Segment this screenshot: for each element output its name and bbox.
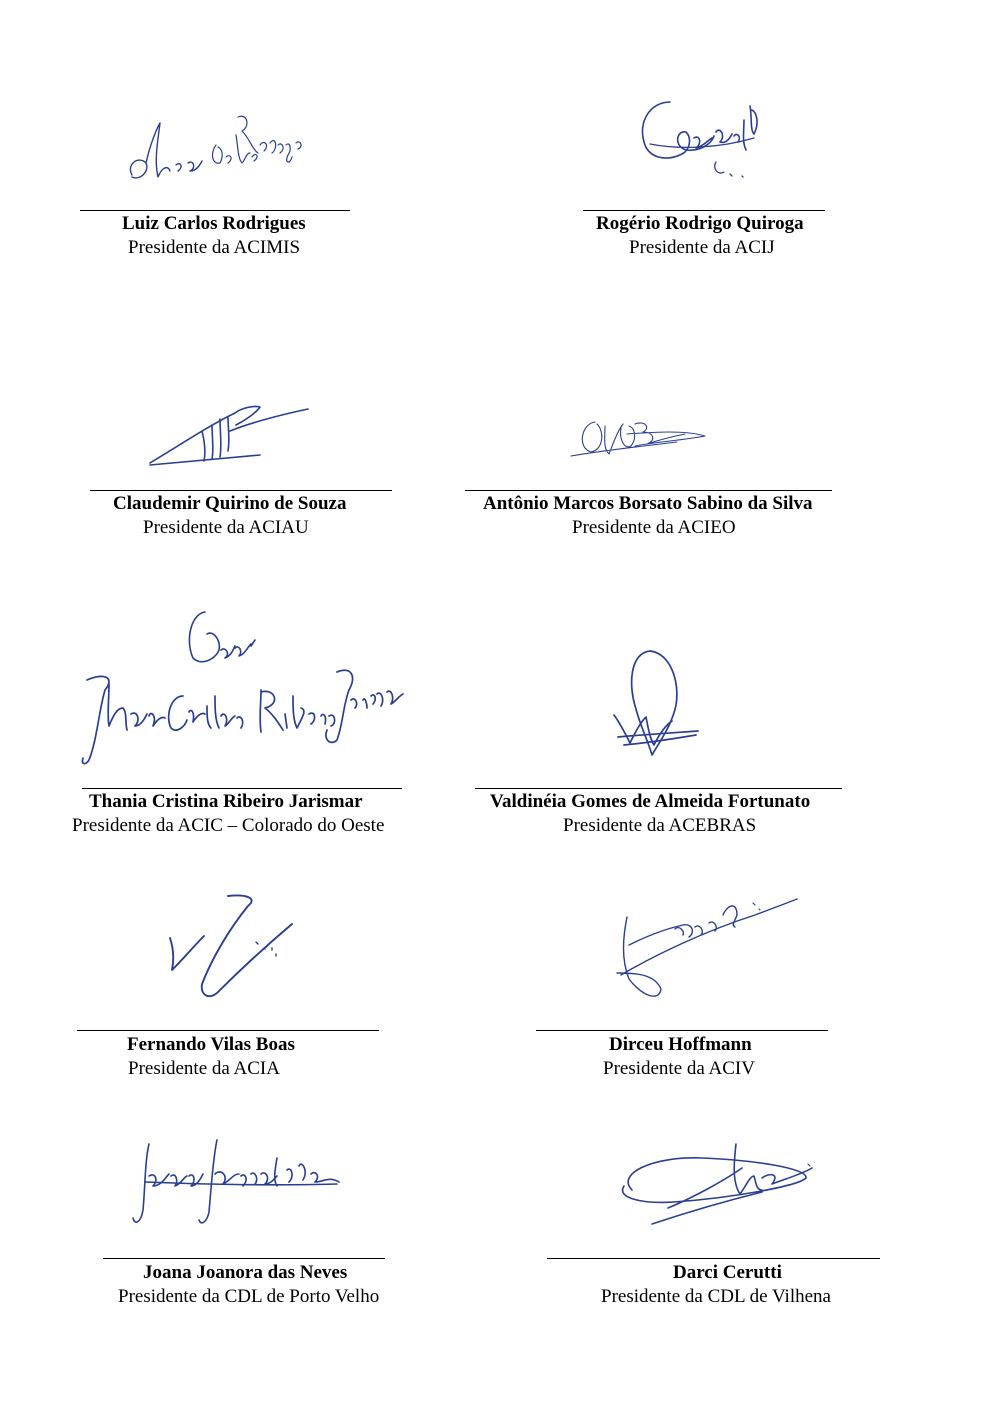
signatory-name: Darci Cerutti <box>673 1262 782 1283</box>
signature-line <box>80 210 350 211</box>
signatory-role: Presidente da ACIJ <box>629 237 775 258</box>
signature-line <box>77 1030 379 1031</box>
signatory-name: Claudemir Quirino de Souza <box>113 493 347 514</box>
handwritten-signature <box>630 92 770 187</box>
handwritten-signature <box>565 410 715 470</box>
signature-line <box>90 490 392 491</box>
signature-line <box>475 788 842 789</box>
signature-line <box>536 1030 828 1031</box>
handwritten-signature <box>120 105 310 195</box>
signatory-role: Presidente da CDL de Vilhena <box>601 1286 831 1307</box>
handwritten-signature <box>140 395 320 475</box>
signatory-role: Presidente da ACIA <box>128 1058 280 1079</box>
handwritten-signature <box>612 1132 822 1232</box>
handwritten-signature <box>605 885 805 1015</box>
signatory-name: Valdinéia Gomes de Almeida Fortunato <box>490 791 811 812</box>
signatory-role: Presidente da ACIAU <box>143 517 309 538</box>
handwritten-signature <box>75 600 410 770</box>
signatory-role: Presidente da ACIV <box>603 1058 755 1079</box>
signatory-name: Joana Joanora das Neves <box>143 1262 348 1283</box>
signatory-role: Presidente da ACEBRAS <box>563 815 757 836</box>
signature-line <box>547 1258 880 1259</box>
signatory-name: Fernando Vilas Boas <box>127 1034 295 1055</box>
signatory-role: Presidente da CDL de Porto Velho <box>118 1286 380 1307</box>
signature-line <box>583 210 825 211</box>
signature-line <box>82 788 402 789</box>
handwritten-signature <box>160 888 310 1008</box>
signatory-name: Dirceu Hoffmann <box>609 1034 752 1055</box>
signatory-name: Antônio Marcos Borsato Sabino da Silva <box>483 493 813 514</box>
signature-line <box>103 1258 385 1259</box>
handwritten-signature <box>125 1130 350 1240</box>
signatory-role: Presidente da ACIC – Colorado do Oeste <box>72 815 385 836</box>
handwritten-signature <box>600 645 710 770</box>
signatory-role: Presidente da ACIEO <box>572 517 736 538</box>
signature-line <box>465 490 832 491</box>
signatory-name: Thania Cristina Ribeiro Jarismar <box>89 791 363 812</box>
signatory-role: Presidente da ACIMIS <box>128 237 301 258</box>
signatory-name: Rogério Rodrigo Quiroga <box>596 213 804 234</box>
signatory-name: Luiz Carlos Rodrigues <box>122 213 306 234</box>
